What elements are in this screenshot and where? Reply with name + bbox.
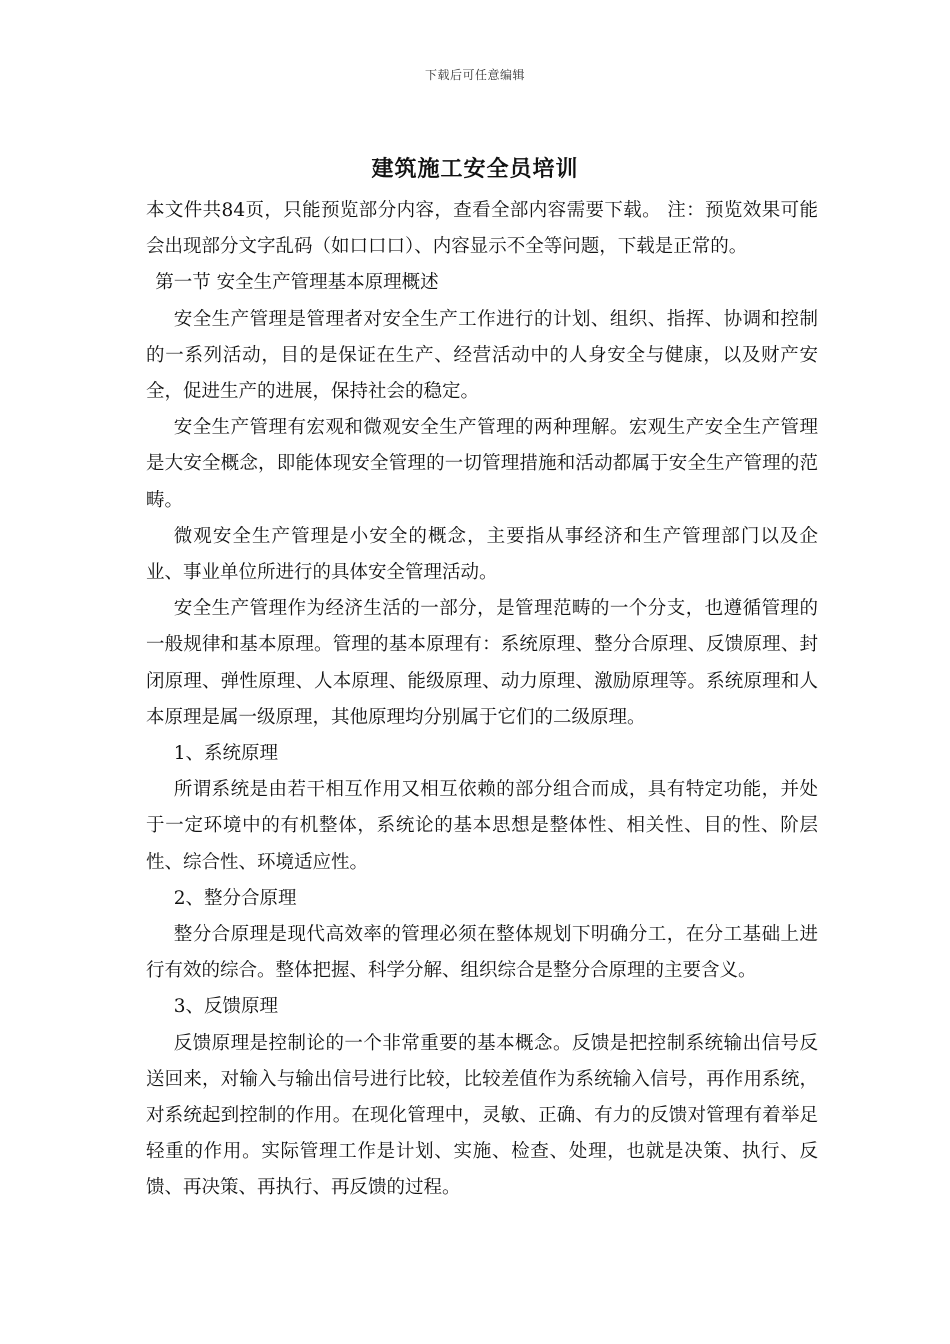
body-paragraph: 微观安全生产管理是小安全的概念，主要指从事经济和生产管理部门以及企业、事业单位所进行的具体安全管理活动。 [146,525,818,584]
body-paragraph: 安全生产管理是管理者对安全生产工作进行的计划、组织、指挥、协调和控制的一系列活动，目的是保证在生产、经营活动中的人身安全与健康，以及财产安全，促进生产的进展，保持社会的稳定。 [146,308,818,403]
principle-heading: 1、系统原理 [173,743,279,765]
document-title: 建筑施工安全员培训 [371,156,579,182]
principle-text: 整分合原理是现代高效率的管理必须在整体规划下明确分工，在分工基础上进行有效的综合。整体把握、科学分解、组织综合是整分合原理的主要含义。 [146,924,818,982]
principle-heading: 2、整分合原理 [173,887,297,909]
document-body [146,193,818,1207]
header-note: 下载后可任意编辑 [424,68,525,82]
principle-heading: 3、反馈原理 [173,996,279,1018]
preview-notice: 本文件共84页，只能预览部分内容，查看全部内容需要下载。 注：预览效果可能会出现部分文字乱码（如口口口）、内容显示不全等问题，下载是正常的。 [146,200,818,258]
principle-text: 反馈原理是控制论的一个非常重要的基本概念。反馈是把控制系统输出信号反送回来，对输入与输出信号进行比较，比较差值作为系统输入信号，再作用系统，对系统起到控制的作用。在现化管理中，灵敏、正确、有力的反馈对管理有着举足轻重的作用。实际管理工作是计划、实施、检查、处理，也就是决策、执行、反馈、再决策、再执行、再反馈的过程。 [146,1032,818,1199]
section-heading: 第一节 安全生产管理基本原理概述 [155,272,439,294]
body-paragraph: 安全生产管理有宏观和微观安全生产管理的两种理解。宏观生产安全生产管理是大安全概念，即能体现安全管理的一切管理措施和活动都属于安全生产管理的范畴。 [146,417,818,511]
principle-text: 所谓系统是由若干相互作用又相互依赖的部分组合而成，具有特定功能，并处于一定环境中的有机整体，系统论的基本思想是整体性、相关性、目的性、阶层性、综合性、环境适应性。 [146,779,818,873]
body-paragraph: 安全生产管理作为经济生活的一部分，是管理范畴的一个分支，也遵循管理的一般规律和基本原理。管理的基本原理有：系统原理、整分合原理、反馈原理、封闭原理、弹性原理、人本原理、能级原理、动力原理、激励原理等。系统原理和人本原理是属一级原理，其他原理均分别属于它们的二级原理。 [146,598,818,728]
